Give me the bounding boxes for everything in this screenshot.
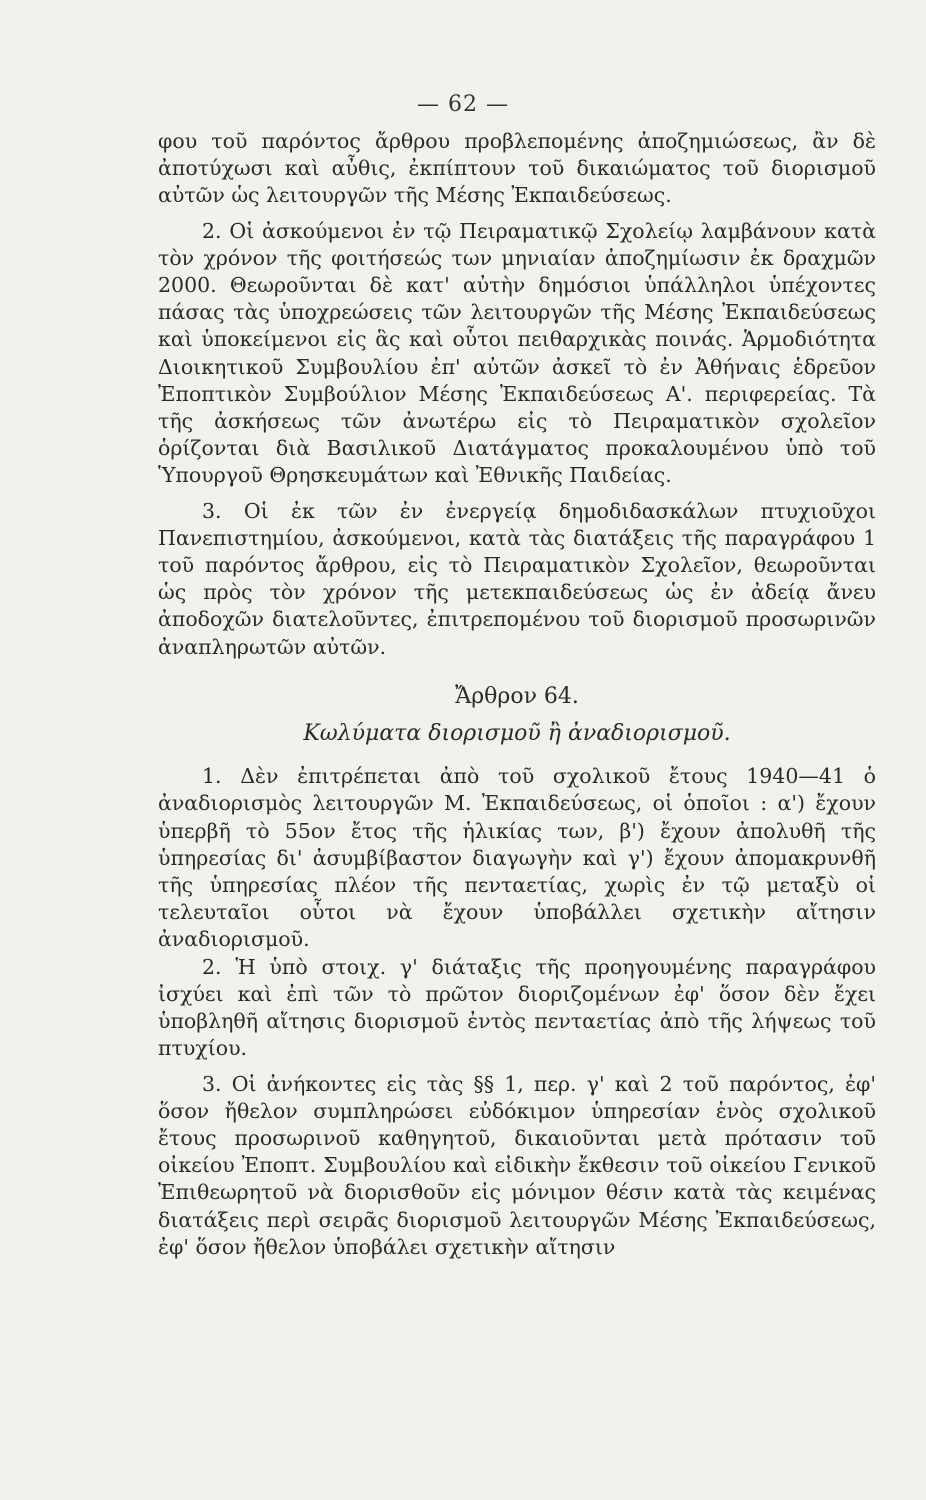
article-heading: Ἄρθρον 64. [455,683,579,709]
article-subheading: Κωλύματα διορισμοῦ ἢ ἀναδιορισμοῦ. [303,721,731,747]
article-64-paragraph-1: 1. Δὲν ἐπιτρέπεται ἀπὸ τοῦ σχολικοῦ ἔτους 1940—41 ὁ ἀναδιορισμὸς λειτουργῶν Μ. Ἐκπαιδεύσεως, οἱ ὁποῖοι : α') ἔχουν ὑπερβῆ τὸ 55ον ἔτος τῆς ἡλικίας των, β') ἔχουν ἀπολυθῆ τῆς ὑπηρεσίας δι' ἀσυμβίβαστον διαγωγὴν καὶ γ') ἔχουν ἀπομακρυνθῆ τῆς ὑπηρεσίας πλέον τῆς πενταετίας, χωρὶς ἐν τῷ μεταξὺ οἱ τελευταῖοι οὗτοι νὰ ἔχουν ὑποβάλλει σχετικὴν αἴτησιν ἀναδιορισμοῦ. [158,764,876,952]
page-number: — 62 — [417,92,509,117]
paragraph-3: 3. Οἱ ἐκ τῶν ἐν ἐνεργείᾳ δημοδιδασκάλων πτυχιοῦχοι Πανεπιστημίου, ἀσκούμενοι, κατὰ τὰς διατάξεις τῆς παραγράφου 1 τοῦ παρόντος ἄρθρου, εἰς τὸ Πειραματικὸν Σχολεῖον, θεωροῦνται ὡς πρὸς τὸν χρόνον τῆς μετεκπαιδεύσεως ὡς ἐν ἀδείᾳ ἄνευ ἀποδοχῶν διατελοῦντες, ἐπιτρεπομένου τοῦ διορισμοῦ προσωρινῶν ἀναπληρωτῶν αὐτῶν. [158,498,876,659]
article-64-paragraph-3: 3. Οἱ ἀνήκοντες εἰς τὰς §§ 1, περ. γ' καὶ 2 τοῦ παρόντος, ἐφ' ὅσον ἤθελον συμπληρώσει εὐδόκιμον ὑπηρεσίαν ἑνὸς σχολικοῦ ἔτους προσωρινοῦ καθηγητοῦ, δικαιοῦνται μετὰ πρότασιν τοῦ οἰκείου Ἐποπτ. Συμβουλίου καὶ εἰδικὴν ἔκθεσιν τοῦ οἰκείου Γενικοῦ Ἐπιθεωρητοῦ νὰ διορισθοῦν εἰς μόνιμον θέσιν κατὰ τὰς κειμένας διατάξεις περὶ σειρᾶς διορισμοῦ λειτουργῶν Μέσης Ἐκπαιδεύσεως, ἐφ' ὅσον ἤθελον ὑποβάλει σχετικὴν αἴτησιν [158,1071,876,1259]
body-text [158,128,876,1261]
paragraph-2: 2. Οἱ ἀσκούμενοι ἐν τῷ Πειραματικῷ Σχολείῳ λαμβάνουν κατὰ τὸν χρόνον τῆς φοιτήσεώς των μηνιαίαν ἀποζημίωσιν ἐκ δραχμῶν 2000. Θεωροῦνται δὲ κατ' αὐτὴν δημόσιοι ὑπάλληλοι ὑπέχοντες πάσας τὰς ὑποχρεώσεις τῶν λειτουργῶν τῆς Μέσης Ἐκπαιδεύσεως καὶ ὑποκείμενοι εἰς ἃς καὶ οὗτοι πειθαρχικὰς ποινάς. Ἁρμοδιότητα Διοικητικοῦ Συμβουλίου ἐπ' αὐτῶν ἀσκεῖ τὸ ἐν Ἀθήναις ἑδρεῦον Ἐποπτικὸν Συμβούλιον Μέσης Ἐκπαιδεύσεως Α'. περιφερείας. Τὰ τῆς ἀσκήσεως τῶν ἀνωτέρω εἰς τὸ Πειραματικὸν σχολεῖον ὁρίζονται διὰ Βασιλικοῦ Διατάγματος προκαλουμένου ὑπὸ τοῦ Ὑπουργοῦ Θρησκευμάτων καὶ Ἐθνικῆς Παιδείας. [158,218,876,488]
paragraph-continuation: φου τοῦ παρόντος ἄρθρου προβλεπομένης ἀποζημιώσεως, ἂν δὲ ἀποτύχωσι καὶ αὖθις, ἐκπίπτουν τοῦ δικαιώματος τοῦ διορισμοῦ αὐτῶν ὡς λειτουργῶν τῆς Μέσης Ἐκπαιδεύσεως. [158,129,876,208]
article-64-paragraph-2: 2. Ἡ ὑπὸ στοιχ. γ' διάταξις τῆς προηγουμένης παραγράφου ἰσχύει καὶ ἐπὶ τῶν τὸ πρῶτον διοριζομένων ἐφ' ὅσον δὲν ἔχει ὑποβληθῆ αἴτησις διορισμοῦ ἐντὸς πενταετίας ἀπὸ τῆς λήψεως τοῦ πτυχίου. [158,954,876,1061]
